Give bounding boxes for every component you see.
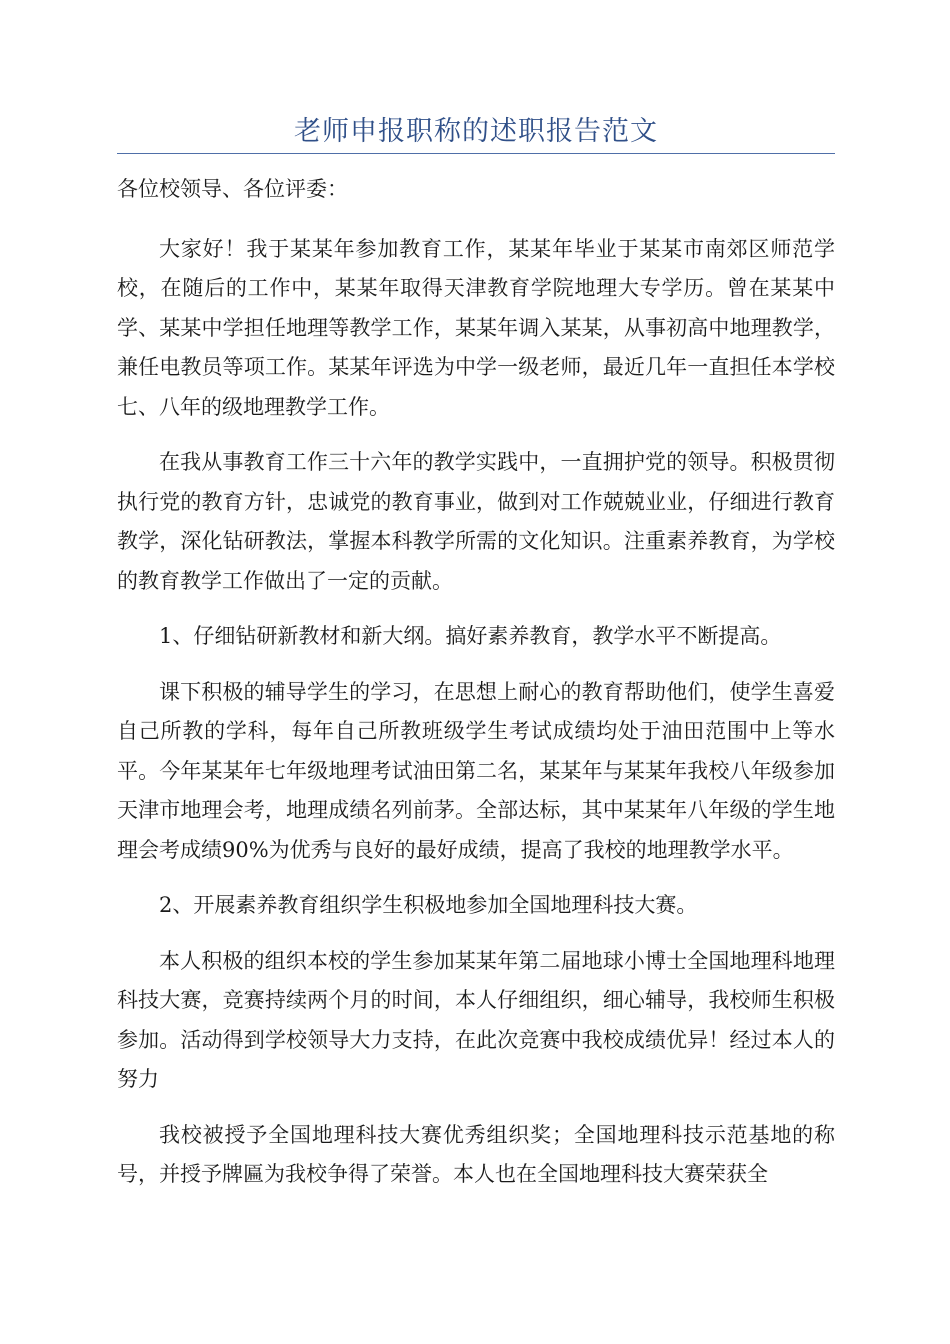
document-title: 老师申报职称的述职报告范文: [294, 116, 658, 147]
paragraph-point-1: 1、仔细钻研新教材和新大纲。搞好素养教育，教学水平不断提高。: [159, 624, 782, 648]
paragraph-awards: 我校被授予全国地理科技大赛优秀组织奖；全国地理科技示范基地的称号，并授予牌匾为我校争得了荣誉。本人也在全国地理科技大赛荣获全: [117, 1122, 835, 1186]
paragraph-point-2: 2、开展素养教育组织学生积极地参加全国地理科技大赛。: [159, 893, 698, 917]
document-body: [117, 170, 835, 1211]
paragraph-intro: 大家好！我于某某年参加教育工作，某某年毕业于某某市南郊区师范学校，在随后的工作中，某某年取得天津教育学院地理大专学历。曾在某某中学、某某中学担任地理等教学工作，某某年调入某某，从事初高中地理教学，兼任电教员等项工作。某某年评选为中学一级老师，最近几年一直担任本学校七、八年的级地理教学工作。: [117, 236, 835, 419]
title-underline: [117, 153, 835, 154]
salutation: 各位校领导、各位评委：: [117, 177, 348, 201]
paragraph-competition: 本人积极的组织本校的学生参加某某年第二届地球小博士全国地理科地理科技大赛，竞赛持续两个月的时间，本人仔细组织，细心辅导，我校师生积极参加。活动得到学校领导大力支持，在此次竞赛中我校成绩优异！经过本人的努力: [117, 948, 835, 1091]
paragraph-tutoring: 课下积极的辅导学生的学习，在思想上耐心的教育帮助他们，使学生喜爱自己所教的学科，每年自己所教班级学生考试成绩均处于油田范围中上等水平。今年某某年七年级地理考试油田第二名，某某年与某某年我校八年级参加天津市地理会考，地理成绩名列前茅。全部达标，其中某某年八年级的学生地理会考成绩90%为优秀与良好的最好成绩，提高了我校的地理教学水平。: [117, 679, 835, 862]
paragraph-teaching-practice: 在我从事教育工作三十六年的教学实践中，一直拥护党的领导。积极贯彻执行党的教育方针，忠诚党的教育事业，做到对工作兢兢业业，仔细进行教育教学，深化钻研教法，掌握本科教学所需的文化知识。注重素养教育，为学校的教育教学工作做出了一定的贡献。: [117, 450, 835, 593]
